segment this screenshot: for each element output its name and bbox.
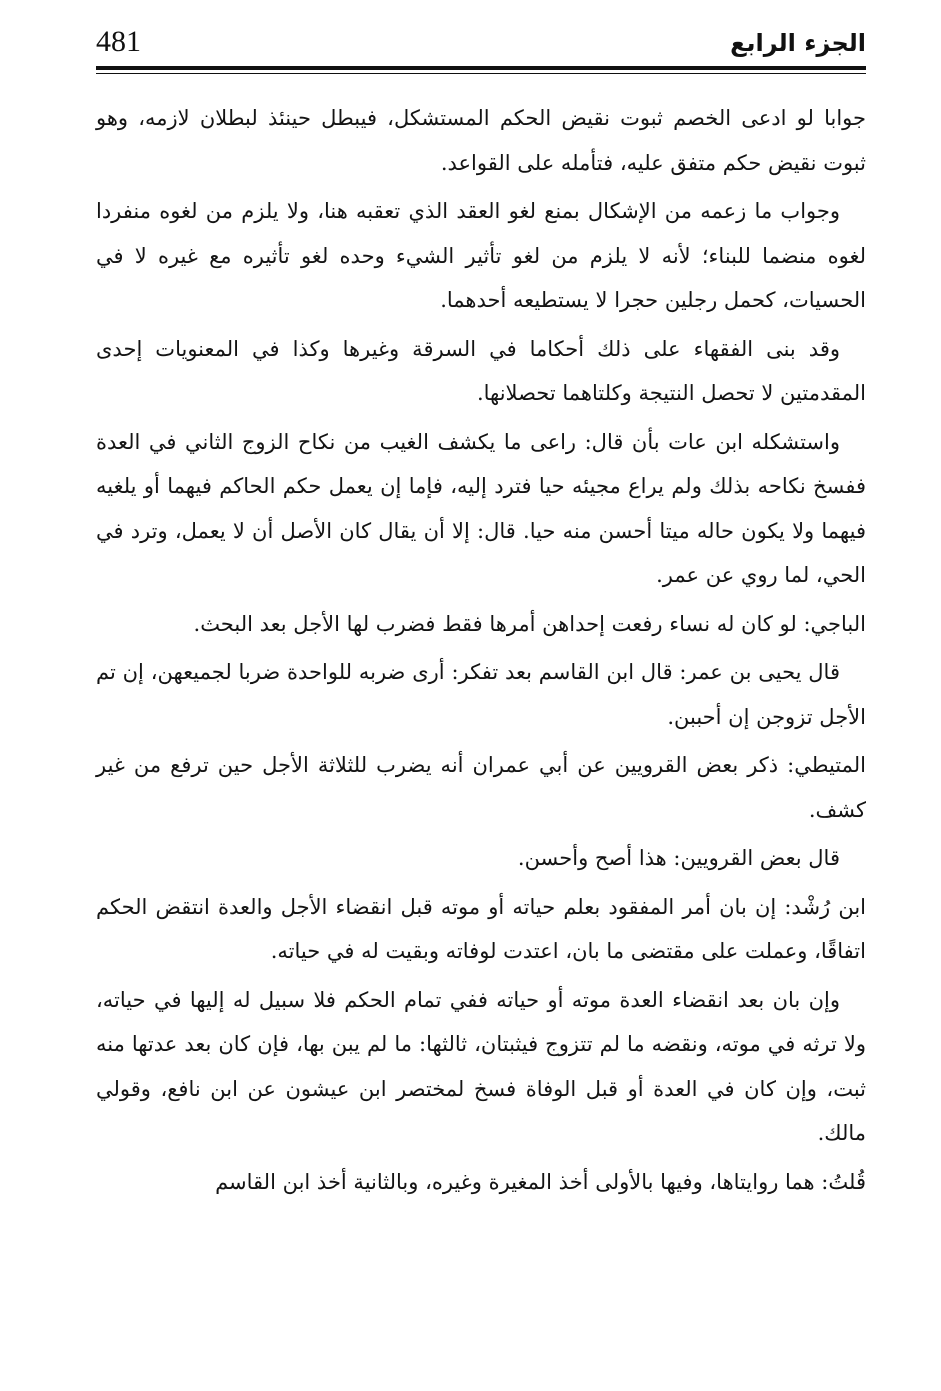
paragraph-1: جوابا لو ادعى الخصم ثبوت نقيض الحكم المستشكل، فيبطل حينئذ لبطلان لازمه، وهو ثبوت نقيض حكم متفق عليه، فتأمله على القواعد. — [96, 106, 866, 175]
header-rule-thin — [96, 73, 866, 74]
paragraph-3: وقد بنى الفقهاء على ذلك أحكاما في السرقة وغيرها وكذا في المعنويات إحدى المقدمتين لا تحصل النتيجة وكلتاهما تحصلانها. — [96, 336, 866, 405]
paragraph-11: قُلتُ: هما روايتاها، وفيها بالأولى أخذ المغيرة وغيره، وبالثانية أخذ ابن القاسم — [215, 1169, 866, 1194]
page-body — [96, 96, 866, 1208]
paragraph-7: المتيطي: ذكر بعض القرويين عن أبي عمران أنه يضرب للثلاثة الأجل حين ترفع من غير كشف. — [96, 753, 866, 822]
page-header — [96, 22, 866, 66]
paragraph-6: قال يحيى بن عمر: قال ابن القاسم بعد تفكر: أرى ضربه للواحدة ضربا لجميعهن، إن تم الأجل تزوجن إن أحببن. — [96, 660, 866, 729]
paragraph-8: قال بعض القرويين: هذا أصح وأحسن. — [517, 846, 840, 870]
header-rule-thick — [96, 66, 866, 70]
paragraph-5: الباجي: لو كان له نساء رفعت إحداهن أمرها فقط فضرب لها الأجل بعد البحث. — [193, 611, 866, 636]
paragraph-9: ابن رُشْد: إن بان أمر المفقود بعلم حياته أو موته قبل انقضاء الأجل والعدة انتقض الحكم اتفاقًا، وعملت على مقتضى ما بان، اعتدت لوفاته وبقيت له في حياته. — [96, 894, 866, 963]
paragraph-4: واستشكله ابن عات بأن قال: راعى ما يكشف الغيب من نكاح الزوج الثاني في العدة ففسخ نكاحه بذلك ولم يراع مجيئه حيا فترد إليه، فإما إن يعمل حكم الحاكم فيهما أو يلغيه فيهما ولا يكون حاله ميتا أحسن منه حيا. قال: إلا أن يقال كان الأصل أن لا يعمل، وترد في الحي، لما روي عن عمر. — [96, 429, 866, 587]
paragraph-10: وإن بان بعد انقضاء العدة موته أو حياته ففي تمام الحكم فلا سبيل له إليها في حياته، ولا ترثه في موته، ونقضه ما لم تتزوج فيثبتان، ثالثها: ما لم يبن بها، فإن كان بعد عدتها منه ثبت، وإن كان في العدة أو قبل الوفاة فسخ لمختصر ابن عيشون عن ابن نافع، وقولي مالك. — [96, 987, 866, 1145]
page-number: 481 — [96, 25, 141, 58]
paragraph-2: وجواب ما زعمه من الإشكال بمنع لغو العقد الذي تعقبه هنا، ولا يلزم من لغوه منفردا لغوه منضما للبناء؛ لأنه لا يلزم من لغو تأثير الشيء وحده لغو تأثيره مع غيره لا في الحسيات، كحمل رجلين حجرا لا يستطيعه أحدهما. — [96, 199, 866, 312]
running-head-part-title: الجزء الرابع — [730, 29, 866, 57]
